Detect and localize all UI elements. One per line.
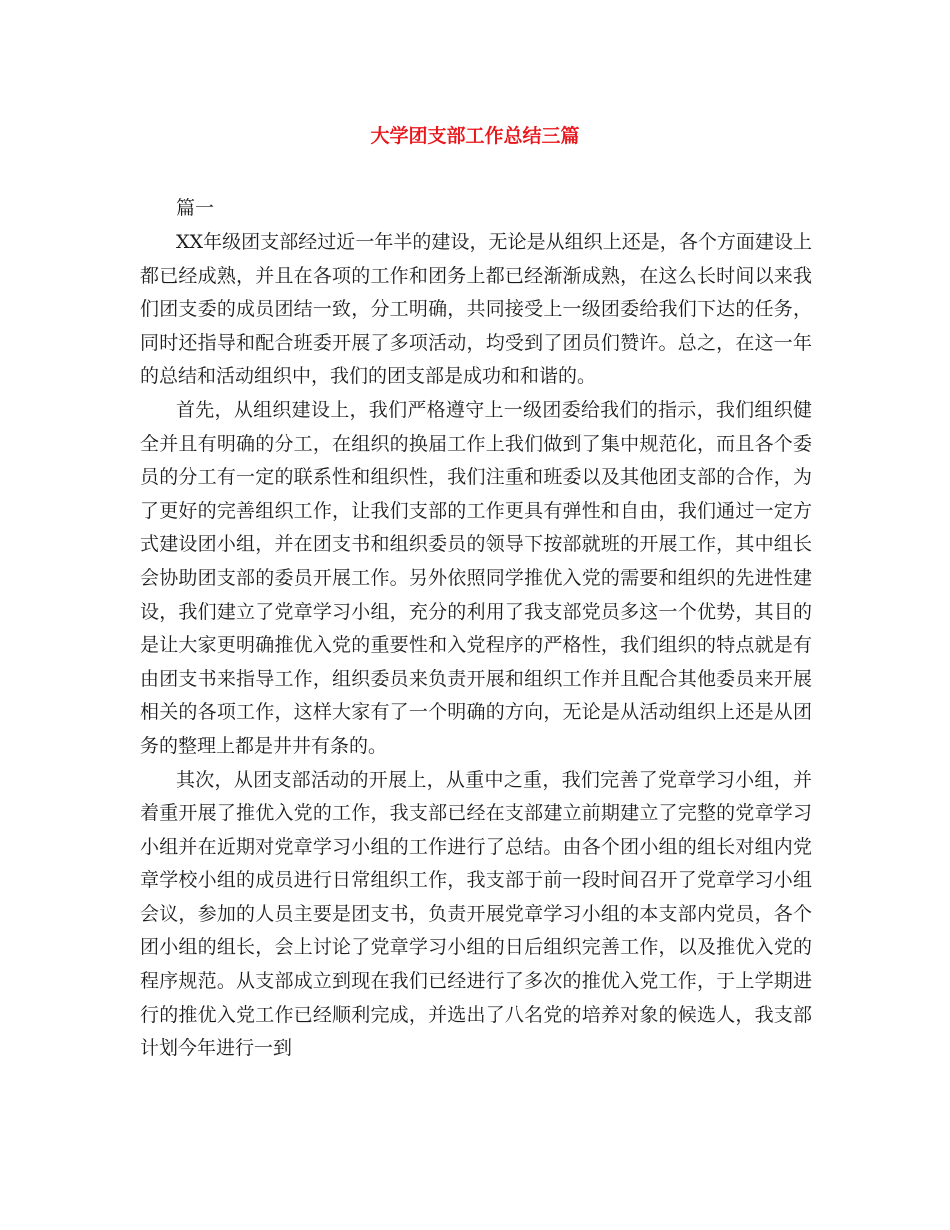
paragraph-2: 首先，从组织建设上，我们严格遵守上一级团委给我们的指示，我们组织健全并且有明确的分工，在组织的换届工作上我们做到了集中规范化，而且各个委员的分工有一定的联系性和组织性，我们注重和班委以及其他团支部的合作，为了更好的完善组织工作，让我们支部的工作更具有弹性和自由，我们通过一定方式建设团小组，并在团支书和组织委员的领导下按部就班的开展工作，其中组长会协助团支部的委员开展工作。另外依照同学推优入党的需要和组织的先进性建设，我们建立了党章学习小组，充分的利用了我支部党员多这一个优势，其目的是让大家更明确推优入党的重要性和入党程序的严格性，我们组织的特点就是有由团支书来指导工作，组织委员来负责开展和组织工作并且配合其他委员来开展相关的各项工作，这样大家有了一个明确的方向，无论是从活动组织上还是从团务的整理上都是井井有条的。 — [140, 398, 812, 757]
paragraph-3: 其次，从团支部活动的开展上，从重中之重，我们完善了党章学习小组，并着重开展了推优入党的工作，我支部已经在支部建立前期建立了完整的党章学习小组并在近期对党章学习小组的工作进行了总结。由各个团小组的组长对组内党章学校小组的成员进行日常组织工作，我支部于前一段时间召开了党章学习小组会议，参加的人员主要是团支书，负责开展党章学习小组的本支部内党员，各个团小组的组长，会上讨论了党章学习小组的日后组织完善工作，以及推优入党的程序规范。从支部成立到现在我们已经进行了多次的推优入党工作，于上学期进行的推优入党工作已经顺利完成，并选出了八名党的培养对象的候选人，我支部计划今年进行一到 — [140, 768, 812, 1060]
paragraph-1: XX年级团支部经过近一年半的建设，无论是从组织上还是，各个方面建设上都已经成熟，并且在各项的工作和团务上都已经渐渐成熟，在这么长时间以来我们团支委的成员团结一致，分工明确，共同接受上一级团委给我们下达的任务，同时还指导和配合班委开展了多项活动，均受到了团员们赞许。总之，在这一年的总结和活动组织中，我们的团支部是成功和和谐的。 — [140, 231, 812, 388]
section-label: 篇一 — [176, 197, 215, 219]
document-title: 大学团支部工作总结三篇 — [370, 125, 580, 147]
document-body — [140, 190, 812, 1066]
